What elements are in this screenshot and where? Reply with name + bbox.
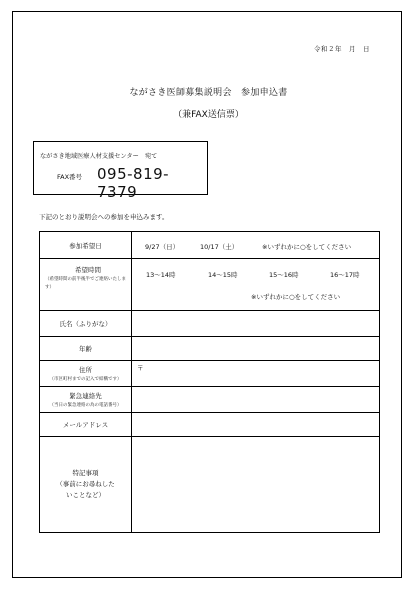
- age-label: 年齢: [40, 337, 132, 361]
- document-title: ながさき医師募集説明会 参加申込書: [129, 88, 288, 98]
- row-emergency: [40, 387, 380, 413]
- row-address: [40, 361, 380, 387]
- fax-label: FAX番号: [57, 173, 83, 181]
- row-name: [40, 311, 380, 337]
- date-note: ※いずれかに○をしてください: [262, 243, 352, 251]
- address-label: 住所: [79, 366, 92, 374]
- desired-date-label: 参加希望日: [40, 232, 132, 259]
- address-label-cell: [40, 361, 132, 387]
- date-option-2: 10/17（土）: [200, 243, 239, 251]
- time-slot-1: 13〜14時: [146, 271, 176, 279]
- emergency-sublabel: （当日の緊急連絡の為の電話番号）: [49, 403, 122, 408]
- time-slot-4: 16〜17時: [330, 271, 360, 279]
- fax-box: [33, 141, 208, 201]
- address-sublabel: （市区町村までの記入で結構です）: [49, 377, 122, 382]
- desired-time-label-cell: [40, 259, 132, 311]
- row-desired-date: [40, 232, 380, 259]
- email-field[interactable]: [132, 413, 380, 437]
- document-subtitle: （兼FAX送信票）: [173, 110, 244, 120]
- row-desired-time: [40, 259, 380, 311]
- name-field[interactable]: [132, 311, 380, 337]
- date-line: 令和２年 月 日: [314, 45, 370, 53]
- row-age: [40, 337, 380, 361]
- application-form: [39, 231, 380, 533]
- time-note: ※いずれかに○をしてください: [251, 293, 341, 301]
- row-email: [40, 413, 380, 437]
- desired-time-field[interactable]: [132, 259, 380, 311]
- notes-field[interactable]: [132, 437, 380, 533]
- emergency-label: 緊急連絡先: [69, 392, 102, 400]
- email-label: メールアドレス: [40, 413, 132, 437]
- fax-number: 095-819-7379: [97, 165, 170, 201]
- fax-destination: ながさき地域医療人材支援センター 宛て: [40, 153, 158, 160]
- row-notes: [40, 437, 380, 533]
- notes-sublabel-line2: いことなど）: [66, 491, 105, 499]
- notes-sublabel-line1: （事前にお尋ねした: [56, 480, 115, 488]
- desired-time-sublabel: （希望時間の前半後半でご連絡いたします）: [45, 277, 126, 290]
- time-slot-2: 14〜15時: [208, 271, 238, 279]
- notes-label: 特記事項: [72, 469, 99, 477]
- postal-mark: 〒: [137, 364, 144, 372]
- desired-date-field[interactable]: [132, 232, 380, 259]
- notes-label-cell: [40, 437, 132, 533]
- emergency-label-cell: [40, 387, 132, 413]
- address-field[interactable]: [132, 361, 380, 387]
- name-label: 氏名（ふりがな）: [40, 311, 132, 337]
- emergency-field[interactable]: [132, 387, 380, 413]
- date-option-1: 9/27（日）: [145, 243, 180, 251]
- intro-text: 下記のとおり説明会への参加を申込みます。: [39, 213, 169, 221]
- time-slot-3: 15〜16時: [269, 271, 299, 279]
- desired-time-label: 希望時間: [75, 266, 101, 274]
- age-field[interactable]: [132, 337, 380, 361]
